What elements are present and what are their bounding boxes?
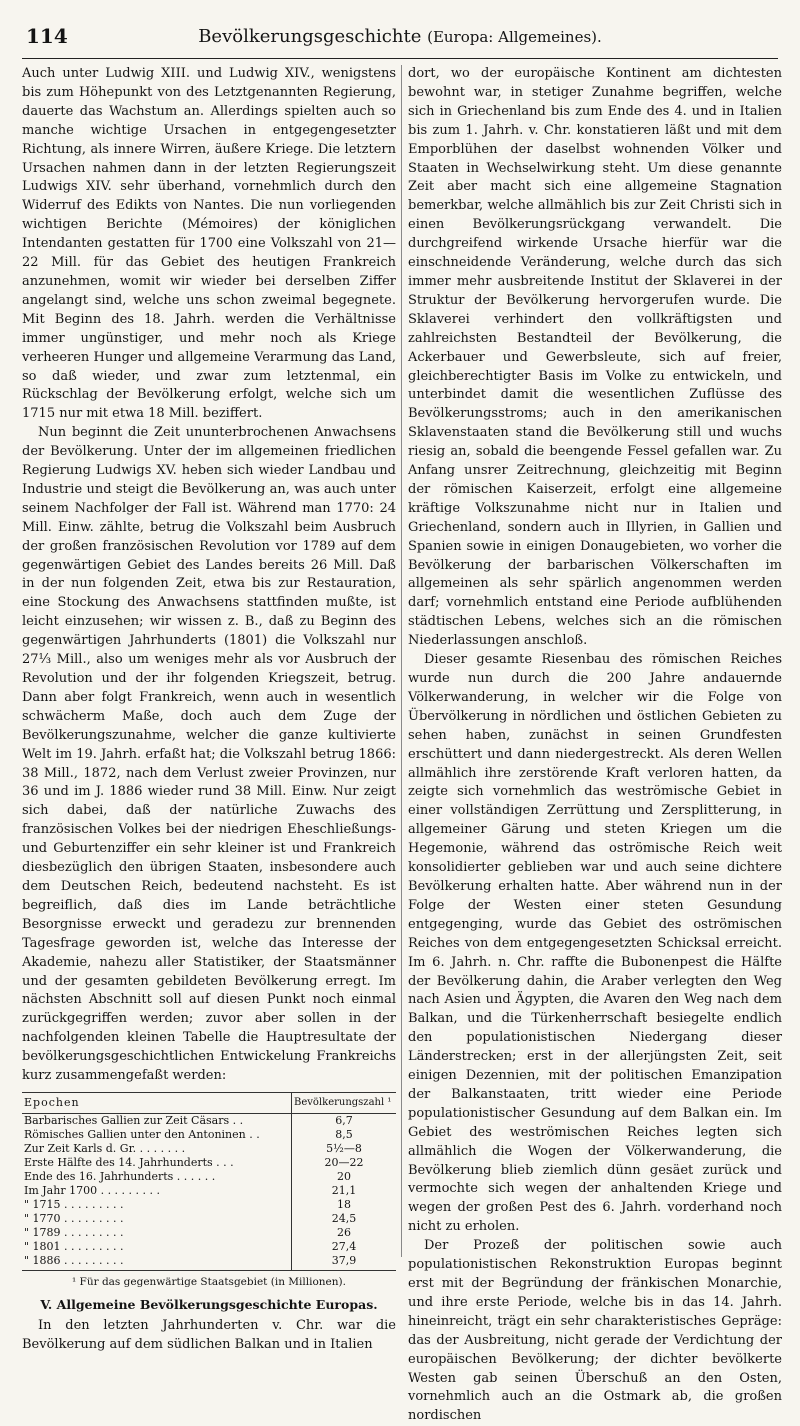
paragraph: In den letzten Jahrhunderten v. Chr. war die Bevölkerung auf dem südlichen Balkan und in Italien [22, 1317, 396, 1352]
population-cell: 8,5 [292, 1128, 397, 1142]
epoch-cell: Römisches Gallien unter den Antoninen . . [24, 1127, 260, 1141]
table-header-row [22, 1092, 396, 1113]
epoch-cell: " 1886 . . . . . . . . . [22, 1254, 292, 1271]
population-table [22, 1092, 396, 1271]
running-title [22, 26, 778, 47]
table-row [22, 1142, 396, 1156]
population-cell: 20 [292, 1170, 397, 1184]
population-cell: 6,7 [292, 1113, 397, 1128]
population-cell: 21,1 [292, 1184, 397, 1198]
column-header-population: Bevölkerungszahl ¹ [292, 1092, 397, 1113]
epoch-cell: " 1789 . . . . . . . . . [24, 1225, 124, 1239]
page-header [22, 22, 778, 59]
population-cell: 5½—8 [292, 1142, 397, 1156]
epoch-cell: Barbarisches Gallien zur Zeit Cäsars . . [24, 1113, 244, 1127]
table-row [22, 1240, 396, 1254]
column-header-epochs: Epochen [22, 1092, 292, 1113]
paragraph: Dieser gesamte Riesenbau des römischen Reiches wurde nun durch die 200 Jahre andauernde Völkerwanderung, in welcher wir die Folge von Übervölkerung in nördlichen und östlichen Gebieten zu sehen haben, zunächst in seinen Grundfesten erschüttert und dann niedergestreckt. Als deren Wellen allmählich ihre zerstörende Kraft verloren hatten, da zeigte sich vornehmlich das weströmische Gebiet in einer vollständigen Zerrüttung und Zersplitterung, in allgemeiner Gärung und steten Kriegen um die Hegemonie, während das oströmische Reich weit konsolidierter geblieben war und auch seine dichtere Bevölkerung erhalten hatte. Aber während nun in der Folge der Westen einer steten Gesundung entgegenging, wurde das Gebiet des oströmischen Reiches von dem entgegengesetzten Schicksal erreicht. Im 6. Jahrh. n. Chr. raffte die Bubonenpest die Hälfte der Bevölkerung dahin, die Araber verlegten den Weg nach Asien und Ägypten, die Avaren den Weg nach dem Balkan, und die Türkenherrschaft besiegelte endlich den populationistischen Niedergang dieser Länderstrecken; erst in der allerjüngsten Zeit, seit einigen Dezennien, mit der politischen Emanzipation der Balkanstaaten, tritt wieder eine Periode populationistischer Gesundung auf dem Balkan ein. Im Gebiet des weströmischen Reiches legten sich allmählich die Wogen der Völkerwanderung, die Bevölkerung blieb ziemlich dünn gesäet zurück und vermochte sich wegen der anhaltenden Kriege und wegen der großen Pest des 6. Jahrh. vorderhand noch nicht zu erholen. [408, 652, 782, 1235]
epoch-cell: " 1801 . . . . . . . . . [24, 1239, 124, 1253]
column-divider [401, 65, 402, 1257]
paragraph: Auch unter Ludwig XIII. und Ludwig XIV., wenigstens bis zum Höhepunkt von des Letztgenannten Regierung, dauerte das Wachstum an. Allerdings spielten auch so manche wichtige Ursachen in entgegengesetzter Richtung, als innere Wirren, äußere Kriege. Die letztern Ursachen nahmen dann in der letzten Regierungszeit Ludwigs XIV. sehr überhand, vornehmlich durch den Widerruf des Edikts von Nantes. Die nun vorliegenden wichtigen Berichte (Mémoires) der königlichen Intendanten gestatten für 1700 eine Volkszahl von 21—22 Mill. für das Gebiet des heutigen Frankreich anzunehmen, womit wir wieder bei derselben Ziffer angelangt sind, welche uns schon zweimal begegnete. Mit Beginn des 18. Jahrh. werden die Verhältnisse immer ungünstiger, und mehr noch als Kriege verheeren Hunger und allgemeine Verarmung das Land, so daß wieder, und zwar zum letztenmal, ein Rückschlag der Bevölkerung erfolgt, welche sich um 1715 nur mit etwa 18 Mill. beziffert. [22, 66, 396, 422]
running-title-main: Bevölkerungsgeschichte [198, 26, 422, 47]
table-row [22, 1212, 396, 1226]
epoch-cell: Ende des 16. Jahrhunderts . . . . . . [24, 1169, 216, 1183]
population-cell: 24,5 [292, 1212, 397, 1226]
population-cell: 27,4 [292, 1240, 397, 1254]
running-title-sub: (Europa: Allgemeines). [427, 28, 602, 46]
epoch-cell: Im Jahr 1700 . . . . . . . . . [24, 1183, 161, 1197]
epoch-cell: Zur Zeit Karls d. Gr. . . . . . . . [24, 1141, 186, 1155]
text-columns [22, 65, 782, 1424]
table-row [22, 1156, 396, 1170]
right-column [408, 65, 782, 1426]
table-row [22, 1170, 396, 1184]
epoch-cell: " 1715 . . . . . . . . . [24, 1197, 124, 1211]
population-cell: 26 [292, 1226, 397, 1240]
epoch-cell: Erste Hälfte des 14. Jahrhunderts . . . [24, 1155, 234, 1169]
population-cell: 20—22 [292, 1156, 397, 1170]
section-heading: V. Allgemeine Bevölkerungsgeschichte Europas. [40, 1296, 378, 1312]
population-cell: 37,9 [292, 1254, 397, 1271]
page-number: 114 [26, 24, 68, 48]
table-row [22, 1254, 396, 1271]
table-footnote: ¹ Für das gegenwärtige Staatsgebiet (in Millionen). [72, 1275, 346, 1288]
paragraph: Nun beginnt die Zeit ununterbrochenen Anwachsens der Bevölkerung. Unter der im allgemeinen friedlichen Regierung Ludwigs XV. heben sich wieder Landbau und Industrie und steigt die Bevölkerung an, was auch unter seinem Nachfolger der Fall ist. Während man 1770: 24 Mill. Einw. zählte, betrug die Volkszahl beim Ausbruch der großen französischen Revolution vor 1789 auf dem gegenwärtigen Gebiet des Landes bereits 26 Mill. Daß in der nun folgenden Zeit, etwa bis zur Restauration, eine Stockung des Anwachsens stattfinden mußte, ist leicht einzusehen; wir wissen z. B., daß zu Beginn des gegenwärtigen Jahrhunderts (1801) die Volkszahl nur 27⅓ Mill., also um weniges mehr als vor Ausbruch der Revolution und der ihr folgenden Kriegszeit, betrug. Dann aber folgt Frankreich, wenn auch in wesentlich schwächerm Maße, doch auch dem Zuge der Bevölkerungszunahme, welcher die ganze kultivierte Welt im 19. Jahrh. erfaßt hat; die Volkszahl betrug 1866: 38 Mill., 1872, nach dem Verlust zweier Provinzen, nur 36 und im J. 1886 wieder rund 38 Mill. Einw. Nur zeigt sich dabei, daß der natürliche Zuwachs des französischen Volkes bei der niedrigen Eheschließungs- und Geburtenziffer ein sehr kleiner ist und Frankreich diesbezüglich den übrigen Staaten, insbesondere auch dem Deutschen Reich, bedeutend nachsteht. Es ist begreiflich, daß dies im Lande beträchtliche Besorgnisse erweckt und geradezu zur brennenden Tagesfrage geworden ist, welche das Interesse der Akademie, nahezu aller Statistiker, der Staatsmänner und der gesamten gebildeten Bevölkerung erregt. Im nächsten Abschnitt soll auf diesen Punkt noch einmal zurückgegriffen werden; zuvor aber sollen in der nachfolgenden kleinen Tabelle die Hauptresultate der bevölkerungsgeschichtlichen Entwickelung Frankreichs kurz zusammengefaßt werden: [22, 425, 396, 1084]
table-row [22, 1113, 396, 1128]
paragraph: Der Prozeß der politischen sowie auch populationistischen Rekonstruktion Europas beginnt erst mit der Begründung der fränkischen Monarchie, und ihre erste Periode, welche bis in das 14. Jahrh. hineinreicht, trägt ein sehr charakteristisches Gepräge: das der Ausbreitung, nicht gerade der Verdichtung der europäischen Bevölkerung; der dichter bevölkerte Westen gab seinen Überschuß an den Osten, vornehmlich auch an die Ostmark ab, die großen nordischen [408, 1238, 782, 1424]
left-column [22, 65, 396, 1355]
paragraph: dort, wo der europäische Kontinent am dichtesten bewohnt war, in stetiger Zunahme begriffen, welche sich in Griechenland bis zum Ende des 4. und in Italien bis zum 1. Jahrh. v. Chr. konstatieren läßt und mit dem Emporblühen der daselbst wohnenden Völker und Staaten in Wechselwirkung steht. Um diese genannte Zeit aber macht sich eine allgemeine Stagnation bemerkbar, welche allmählich bis zur Zeit Christi sich in einen Bevölkerungsrückgang verwandelt. Die durchgreifend wirkende Ursache hierfür war die einschneidende Veränderung, welche durch das sich immer mehr ausbreitende Institut der Sklaverei in der Struktur der Bevölkerung hervorgerufen wurde. Die Sklaverei verhindert den vollkräftigsten und zahlreichsten Bestandteil der Bevölkerung, die Ackerbauer und Gewerbsleute, sich auf freier, gleichberechtigter Basis im Volke zu entwickeln, und unterbindet damit die wesentlichen Zuflüsse des Bevölkerungsstroms; auch in den amerikanischen Sklavenstaaten stand die Bevölkerung still und wuchs riesig an, sobald die beengende Fessel gefallen war. Zu Anfang unsrer Zeitrechnung, gleichzeitig mit Beginn der römischen Kaiserzeit, erfolgt eine allgemeine kräftige Volkszunahme nicht nur in Italien und Griechenland, sondern auch in Illyrien, in Gallien und Spanien sowie in einigen Donaugebieten, wo vorher die Bevölkerung der barbarischen Völkerschaften im allgemeinen als sehr spärlich angenommen werden darf; vornehmlich entstand eine Periode aufblühenden städtischen Lebens, welches sich an die römischen Niederlassungen anschloß. [408, 66, 782, 649]
table-row [22, 1198, 396, 1212]
population-cell: 18 [292, 1198, 397, 1212]
table-row [22, 1226, 396, 1240]
epoch-cell: " 1770 . . . . . . . . . [24, 1211, 124, 1225]
table-row [22, 1184, 396, 1198]
table-row [22, 1128, 396, 1142]
